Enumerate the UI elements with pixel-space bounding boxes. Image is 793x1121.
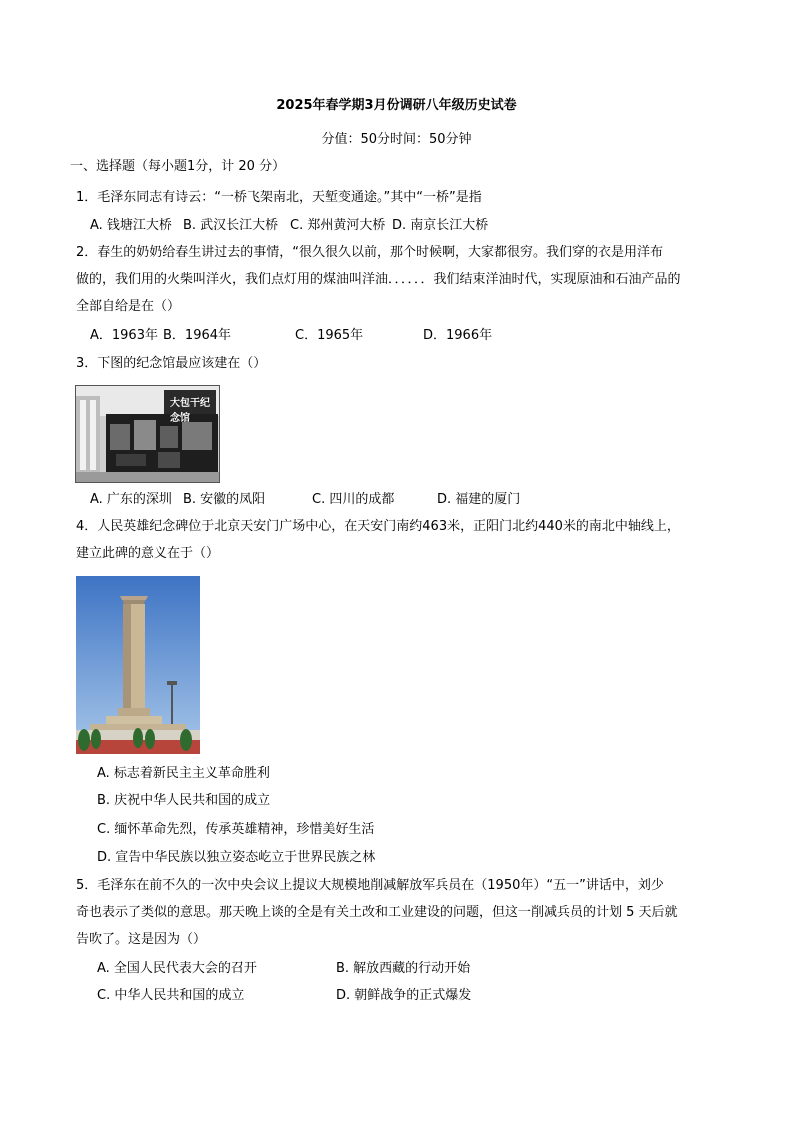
question-1-option-c: C. 郑州黄河大桥 <box>290 218 386 233</box>
question-3-option-c: C. 四川的成都 <box>312 492 395 507</box>
question-5-stem-line-1: 5．毛泽东在前不久的一次中央会议上提议大规模地削减解放军兵员在（1950年）“五一”讲话中，刘少 <box>76 878 664 893</box>
question-2-stem-line-3: 全部自给是在（） <box>76 299 181 314</box>
question-4-option-a: A. 标志着新民主主义革命胜利 <box>97 766 270 781</box>
question-2-option-c: C．1965年 <box>295 328 364 343</box>
question-3-option-d: D. 福建的厦门 <box>437 492 521 507</box>
question-5-option-d: D. 朝鲜战争的正式爆发 <box>336 988 472 1003</box>
question-2-stem-line-2: 做的，我们用的火柴叫洋火，我们点灯用的煤油叫洋油．．．．．．我们结束洋油时代，实现原油和石油产品的 <box>76 272 681 287</box>
question-5-option-b: B. 解放西藏的行动开始 <box>336 961 471 976</box>
section-heading: 一、选择题（每小题1分，计 20 分） <box>70 159 286 174</box>
question-5-stem-line-3: 告吹了。这是因为（） <box>76 932 207 947</box>
question-3-stem: 3．下图的纪念馆最应该建在（） <box>76 356 267 371</box>
question-4-option-b: B. 庆祝中华人民共和国的成立 <box>97 793 271 808</box>
question-5-option-a: A. 全国人民代表大会的召开 <box>97 961 257 976</box>
memorial-hall-sign: 大包干纪念馆 <box>170 398 210 424</box>
question-1-option-b: B. 武汉长江大桥 <box>183 218 279 233</box>
monument-photo <box>76 576 200 754</box>
monument-illustration <box>76 576 200 754</box>
question-4-option-d: D. 宣告中华民族以独立姿态屹立于世界民族之林 <box>97 850 376 865</box>
question-4-stem-line-2: 建立此碑的意义在于（） <box>76 546 220 561</box>
question-3-option-a: A. 广东的深圳 <box>90 492 172 507</box>
question-4-stem-line-1: 4．人民英雄纪念碑位于北京天安门广场中心，在天安门南约463米，正阳门北约440米的南北中轴线上， <box>76 519 680 534</box>
exam-title: 2025年春学期3月份调研八年级历史试卷 <box>276 98 517 113</box>
question-1-option-a: A. 钱塘江大桥 <box>90 218 172 233</box>
question-2-option-b: B．1964年 <box>163 328 232 343</box>
exam-meta: 分值：50分时间：50分钟 <box>321 132 472 147</box>
memorial-hall-photo <box>75 385 220 483</box>
question-2-stem-line-1: 2．春生的奶奶给春生讲过去的事情，“很久很久以前，那个时候啊，大家都很穷。我们穿的衣是用洋布 <box>76 245 664 260</box>
question-5-option-c: C. 中华人民共和国的成立 <box>97 988 245 1003</box>
question-2-option-a: A．1963年 <box>90 328 158 343</box>
question-5-stem-line-2: 奇也表示了类似的意思。那天晚上谈的全是有关土改和工业建设的问题，但这一削减兵员的计划 5 天后就 <box>76 905 678 920</box>
question-4-option-c: C. 缅怀革命先烈，传承英雄精神，珍惜美好生活 <box>97 822 375 837</box>
question-2-option-d: D．1966年 <box>423 328 493 343</box>
question-3-option-b: B. 安徽的凤阳 <box>183 492 266 507</box>
question-1-stem: 1．毛泽东同志有诗云：“一桥飞架南北，天堑变通途。”其中“一桥”是指 <box>76 190 482 205</box>
question-1-option-d: D. 南京长江大桥 <box>392 218 489 233</box>
